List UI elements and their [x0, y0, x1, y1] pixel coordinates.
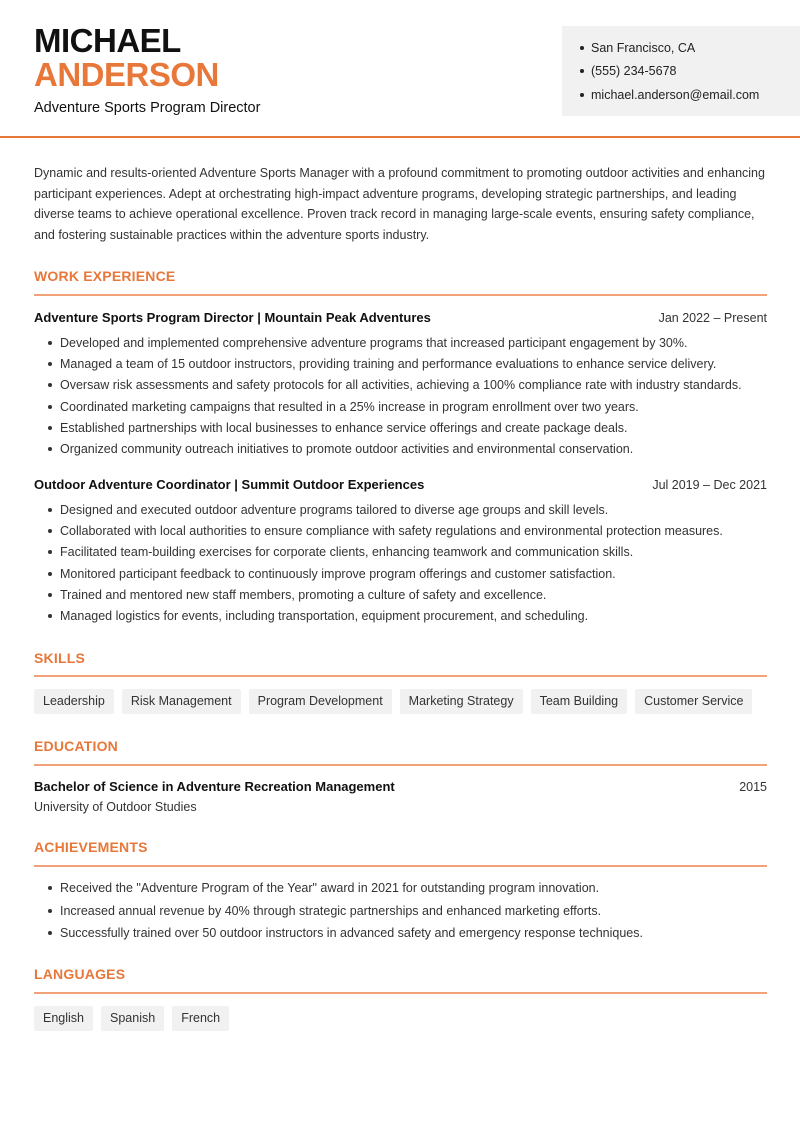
job-role: Outdoor Adventure Coordinator | Summit Outdoor Experiences: [34, 477, 425, 492]
list-item-text: Managed a team of 15 outdoor instructors, providing training and performance evaluations to enhance service delivery.: [60, 356, 717, 371]
list-item: [34, 417, 774, 438]
section-divider: [34, 865, 767, 867]
bullet-icon: [48, 614, 52, 618]
summary-paragraph: Dynamic and results-oriented Adventure Sports Manager with a profound commitment to promoting outdoor activities and enhancing participant experiences. Adept at orchestrating high-impact adventure programs, developing strategic partnerships, and leading diverse teams to achieve operational excellence. Proven track record in managing large-scale events, ensuring safety compliance, and fostering sustainable practices within the adventure sports industry.: [34, 166, 765, 243]
section-divider: [34, 764, 767, 766]
list-item: [34, 520, 774, 541]
list-item-text: Coordinated marketing campaigns that resulted in a 25% increase in program enrollment over two years.: [60, 399, 639, 414]
contact-location: [580, 36, 800, 60]
list-item: [34, 922, 794, 945]
list-item: [34, 499, 774, 520]
language-tag: English: [34, 1006, 93, 1031]
contact-phone: [580, 60, 800, 84]
bullet-icon: [48, 341, 52, 345]
list-item: [34, 438, 774, 459]
skill-tag: Risk Management: [122, 689, 241, 714]
job-role: Adventure Sports Program Director | Mountain Peak Adventures: [34, 310, 431, 325]
education-header: [34, 779, 767, 794]
skill-tag: Leadership: [34, 689, 114, 714]
job-dates: Jan 2022 – Present: [658, 311, 767, 325]
bullet-icon: [580, 69, 584, 73]
bullet-icon: [48, 909, 52, 913]
list-item-text: Successfully trained over 50 outdoor instructors in advanced safety and emergency response techniques.: [60, 926, 643, 941]
list-item: [34, 877, 794, 900]
job-title: Adventure Sports Program Director: [34, 100, 261, 116]
section-divider: [34, 992, 767, 994]
contact-email-text: michael.anderson@email.com: [591, 87, 760, 102]
list-item-text: Established partnerships with local businesses to enhance service offerings and create package deals.: [60, 420, 628, 435]
section-title-work: WORK EXPERIENCE: [34, 268, 176, 284]
job-header: [34, 310, 767, 325]
skill-tag: Marketing Strategy: [400, 689, 523, 714]
job-dates: Jul 2019 – Dec 2021: [652, 478, 767, 492]
list-item: [34, 605, 774, 626]
bullet-icon: [580, 46, 584, 50]
bullet-icon: [48, 383, 52, 387]
bullet-icon: [48, 550, 52, 554]
list-item: [34, 900, 794, 923]
list-item-text: Organized community outreach initiatives to promote outdoor activities and environmental conservation.: [60, 442, 634, 457]
contact-phone-text: (555) 234-5678: [591, 64, 677, 79]
list-item-text: Monitored participant feedback to continuously improve program offerings and customer satisfaction.: [60, 566, 616, 581]
contact-email: [580, 83, 800, 107]
bullet-icon: [48, 529, 52, 533]
bullet-icon: [48, 886, 52, 890]
bullet-icon: [48, 931, 52, 935]
language-tag: Spanish: [101, 1006, 164, 1031]
bullet-icon: [48, 426, 52, 430]
last-name: ANDERSON: [34, 56, 219, 93]
list-item-text: Facilitated team-building exercises for corporate clients, enhancing teamwork and communication skills.: [60, 545, 634, 560]
list-item-text: Designed and executed outdoor adventure programs tailored to diverse age groups and skill levels.: [60, 502, 609, 517]
list-item-text: Trained and mentored new staff members, promoting a culture of safety and excellence.: [60, 587, 547, 602]
list-item: [34, 332, 774, 353]
section-title-achievements: ACHIEVEMENTS: [34, 839, 148, 855]
skills-list: [34, 689, 752, 714]
job-bullets: [34, 499, 774, 627]
list-item: [34, 542, 774, 563]
section-divider: [34, 675, 767, 677]
list-item-text: Collaborated with local authorities to ensure compliance with safety regulations and environmental protection measures.: [60, 523, 723, 538]
job-header: [34, 477, 767, 492]
list-item: [34, 396, 774, 417]
resume-header: [0, 0, 800, 138]
education-degree: Bachelor of Science in Adventure Recreation Management: [34, 779, 395, 794]
section-title-education: EDUCATION: [34, 738, 118, 754]
first-name: MICHAEL: [34, 22, 181, 59]
section-divider: [34, 294, 767, 296]
section-title-skills: SKILLS: [34, 650, 85, 666]
bullet-icon: [48, 508, 52, 512]
list-item: [34, 563, 774, 584]
bullet-icon: [48, 447, 52, 451]
section-title-languages: LANGUAGES: [34, 966, 126, 982]
bullet-icon: [48, 362, 52, 366]
language-tag: French: [172, 1006, 229, 1031]
list-item-text: Managed logistics for events, including transportation, equipment procurement, and scheduling.: [60, 609, 589, 624]
list-item-text: Received the "Adventure Program of the Year" award in 2021 for outstanding program innovation.: [60, 881, 600, 896]
skill-tag: Program Development: [249, 689, 392, 714]
list-item-text: Developed and implemented comprehensive adventure programs that increased participant engagement by 30%.: [60, 335, 688, 350]
skill-tag: Customer Service: [635, 689, 752, 714]
list-item-text: Oversaw risk assessments and safety protocols for all activities, achieving a 100% compliance rate with industry standards.: [60, 378, 742, 393]
list-item: [34, 584, 774, 605]
bullet-icon: [48, 572, 52, 576]
bullet-icon: [48, 405, 52, 409]
education-year: 2015: [739, 780, 767, 794]
contact-location-text: San Francisco, CA: [591, 40, 696, 55]
education-school: University of Outdoor Studies: [34, 800, 197, 814]
list-item: [34, 375, 774, 396]
list-item-text: Increased annual revenue by 40% through strategic partnerships and enhanced marketing efforts.: [60, 903, 602, 918]
job-bullets: [34, 332, 774, 460]
bullet-icon: [580, 93, 584, 97]
list-item: [34, 353, 774, 374]
contact-box: [562, 26, 800, 116]
skill-tag: Team Building: [531, 689, 628, 714]
achievements-list: [34, 877, 794, 945]
languages-list: [34, 1006, 229, 1031]
bullet-icon: [48, 593, 52, 597]
